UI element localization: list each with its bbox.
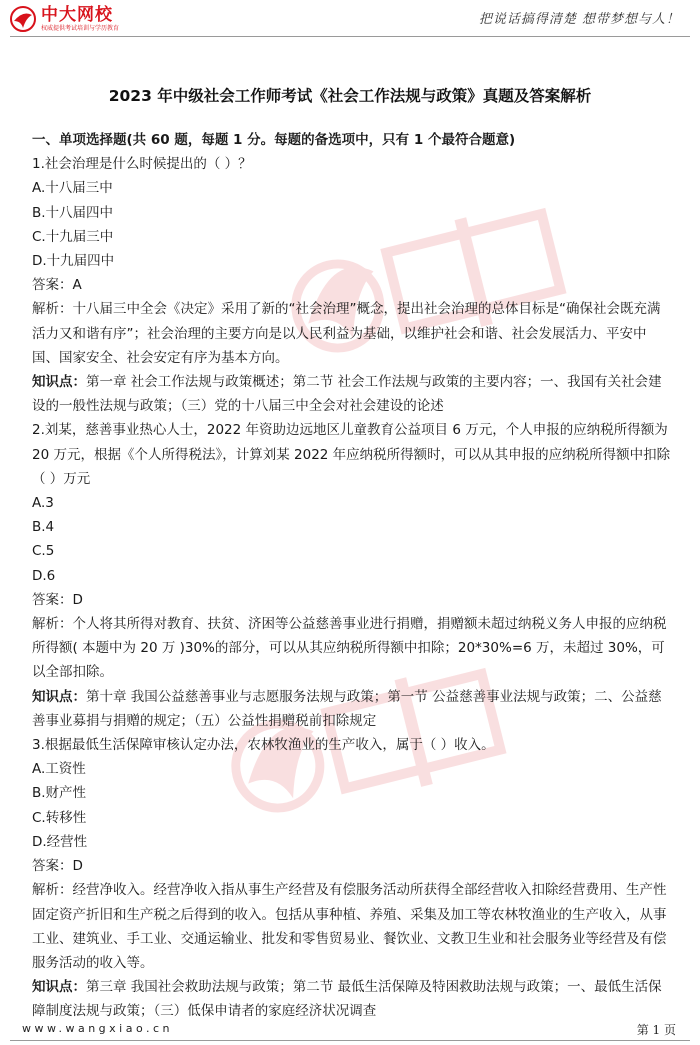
question-stem: 3.根据最低生活保障审核认定办法，农林牧渔业的生产收入，属于（ ）收入。: [32, 737, 495, 754]
question-option: C.十九届三中: [32, 228, 114, 245]
question-option: B.财产性: [32, 785, 87, 802]
brand-name: 中大网校: [41, 5, 113, 25]
question-stem: 2.刘某，慈善事业热心人士，2022 年资助边远地区儿童教育公益项目 6 万元，个人申报的应纳税所得额为 20 万元，根据《个人所得税法》，计算刘某 2022 年应纳税所得额时，可以从其申报的应纳税所得额中扣除（ ）万元: [32, 422, 671, 487]
question-answer: 答案：D: [32, 591, 83, 608]
question-answer: 答案：A: [32, 277, 82, 294]
brand-tagline: 权威提供考试培训与学历教育: [41, 25, 120, 32]
question-stem: 1.社会治理是什么时候提出的（ ）？: [32, 156, 252, 173]
footer-url[interactable]: www.wangxiao.cn: [22, 1022, 174, 1035]
page-number: 第 1 页: [636, 1023, 676, 1037]
knowledge-point-label: 知识点：: [32, 688, 86, 705]
question-option: D.经营性: [32, 833, 88, 850]
question-analysis: 解析：经营净收入。经营净收入指从事生产经营及有偿服务活动所获得全部经营收入扣除经营费用、生产性固定资产折旧和生产税之后得到的收入。包括从事种植、养殖、采集及加工等农林牧渔业的生产收入，从事工业、建筑业、手工业、交通运输业、批发和零售贸易业、餐饮业、文教卫生业和社会服务业等经营及有偿服务活动的收入等。: [32, 882, 667, 971]
question-option: B.4: [32, 519, 55, 536]
knowledge-point-text: 第一章 社会工作法规与政策概述；第二节 社会工作法规与政策的主要内容；一、我国有关社会建设的一般性法规与政策；（三）党的十八届三中全会对社会建设的论述: [32, 374, 662, 415]
brand-logo[interactable]: [10, 4, 150, 36]
question-option: A.工资性: [32, 761, 86, 778]
page-header: [0, 0, 700, 40]
section-heading: 一、单项选择题(共 60 题，每题 1 分。每题的备选项中，只有 1 个最符合题意): [32, 132, 516, 148]
knowledge-point: [32, 685, 672, 733]
document-title: 2023 年中级社会工作师考试《社会工作法规与政策》真题及答案解析: [108, 87, 592, 105]
brand-logo-icon: [10, 6, 36, 32]
knowledge-point-label: 知识点：: [32, 374, 86, 391]
knowledge-point-label: 知识点：: [32, 979, 86, 996]
question-option: C.转移性: [32, 809, 87, 826]
header-divider: [10, 36, 690, 37]
question-analysis: 解析：十八届三中全会《决定》采用了新的“社会治理”概念，提出社会治理的总体目标是“确保社会既充满活力又和谐有序”；社会治理的主要方向是以人民利益为基础，以维护社会和谐、社会发展活力、平安中国、国家安全、社会安定有序为基本方向。: [32, 301, 661, 366]
question-option: D.十九届四中: [32, 253, 115, 270]
question-answer: 答案：D: [32, 858, 83, 875]
question-option: A.3: [32, 495, 54, 512]
question-option: D.6: [32, 567, 56, 584]
question-option: A.十八届三中: [32, 180, 113, 197]
footer-divider: [10, 1040, 690, 1041]
question-analysis: 解析：个人将其所得对教育、扶贫、济困等公益慈善事业进行捐赠，捐赠额未超过纳税义务人申报的应纳税所得额( 本题中为 20 万 )30%的部分，可以从其应纳税所得额中扣除；20*30%=6 万，未超过 30%，可以全部扣除。: [32, 616, 667, 681]
question-option: C.5: [32, 543, 55, 560]
header-slogan: 把说话搞得清楚 想带梦想与人！: [478, 12, 680, 27]
document-body: [32, 128, 672, 1024]
question-option: B.十八届四中: [32, 204, 114, 221]
knowledge-point-text: 第三章 我国社会救助法规与政策；第二节 最低生活保障及特困救助法规与政策；一、最低生活保障制度法规与政策；（三）低保申请者的家庭经济状况调查: [32, 979, 662, 1020]
knowledge-point: [32, 370, 672, 418]
knowledge-point: [32, 975, 672, 1023]
knowledge-point-text: 第十章 我国公益慈善事业与志愿服务法规与政策；第一节 公益慈善事业法规与政策；二、公益慈善事业募捐与捐赠的规定；（五）公益性捐赠税前扣除规定: [32, 688, 662, 729]
